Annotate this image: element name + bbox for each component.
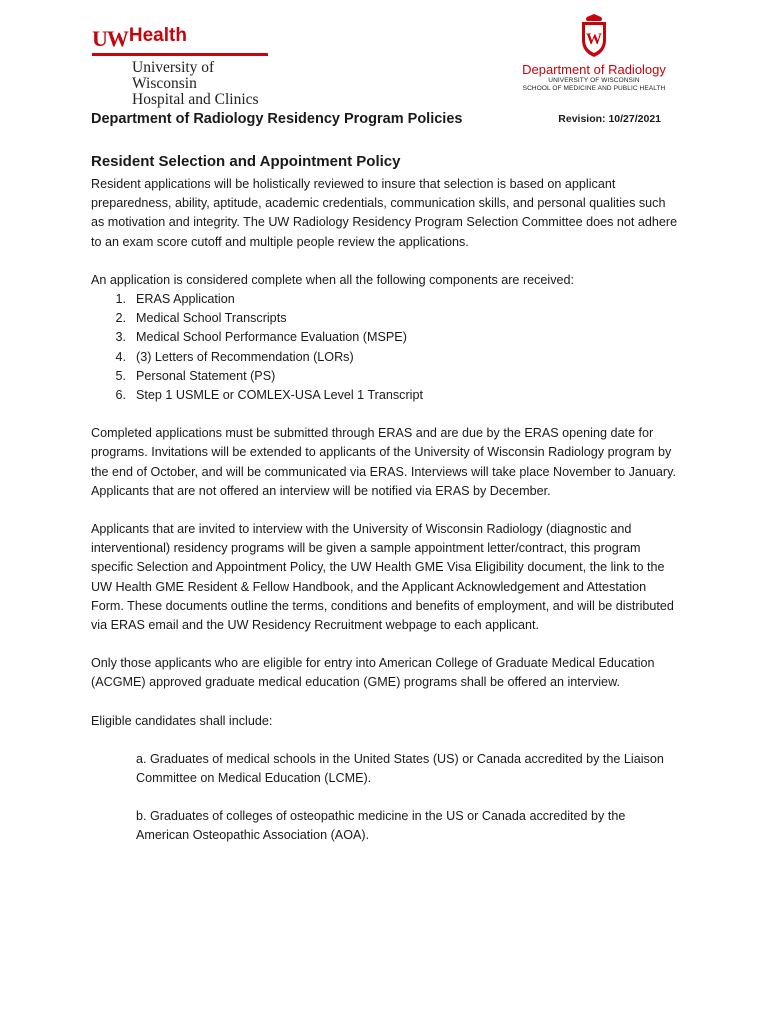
radiology-logo [514,12,674,93]
eligibility-item-b: b. Graduates of colleges of osteopathic medicine in the US or Canada accredited by the American Osteopathic Association (AOA). [136,809,626,843]
uw-health-logo [92,26,268,108]
revision-date: Revision: 10/27/2021 [558,113,661,125]
uw-hospital-name-line2: Hospital and Clinics [132,91,259,108]
paragraph-holistic-review: Resident applications will be holistically reviewed to insure that selection is based on applicant preparedness, ability, aptitude, academic credentials, communication skills, and personal qualities such as motivation and integrity. The UW Radiology Residency Program Selection Committee does not adhere to an exam score cutoff and multiple people review the applications. [91,177,678,249]
list-item-number: 6. [115,388,126,403]
list-item-text: Personal Statement (PS) [136,368,276,383]
paragraph-eligibility: Only those applicants who are eligible for entry into American College of Graduate Medical Education (ACGME) approved graduate medical education (GME) programs shall be offered an interview. [91,656,655,690]
components-list [91,290,681,405]
list-item-text: Medical School Transcripts [136,311,287,326]
svg-text:W: W [586,31,602,48]
document-header [91,110,661,128]
list-item-number: 5. [115,368,126,383]
logo-rule [92,53,268,56]
uw-hospital-name-line1: University of Wisconsin [132,59,215,92]
paragraph-interview-documents: Applicants that are invited to interview with the University of Wisconsin Radiology (diagnostic and interventional) residency programs will be given a sample appointment letter/contract, this program specific Selection and Appointment Policy, the UW Health GME Visa Eligibility document, the link to the UW Health GME Resident & Fellow Handbook, and the Applicant Acknowledgement and Attestation Form. These documents outline the terms, conditions and benefits of employment, and will be distributed via ERAS email and the UW Residency Recruitment webpage to each applicant. [91,522,674,633]
uw-crest-icon [579,12,609,58]
radiology-department-name: Department of Radiology [522,62,666,77]
paragraph-application-complete: An application is considered complete when all the following components are received: [91,272,575,287]
list-item-number: 3. [115,330,126,345]
policy-body [91,175,681,846]
eligibility-item-a: a. Graduates of medical schools in the United States (US) or Canada accredited by the Liaison Committee on Medical Education (LCME). [136,751,664,786]
uw-health-wordmark [92,26,268,50]
list-item [91,367,681,386]
list-item-number: 1. [115,292,126,307]
list-item [91,386,681,405]
list-item [91,328,681,347]
list-item-text: (3) Letters of Recommendation (LORs) [136,349,354,364]
university-name: UNIVERSITY OF WISCONSIN [548,77,640,84]
list-item-text: ERAS Application [136,292,235,307]
list-item [91,290,681,309]
list-item-text: Step 1 USMLE or COMLEX-USA Level 1 Transcript [136,388,423,403]
list-item-number: 2. [115,311,126,326]
section-title: Resident Selection and Appointment Policy [91,153,401,170]
list-item [91,309,681,328]
list-item-number: 4. [115,349,126,364]
health-mark-text: Health [128,25,187,46]
paragraph-eligible-candidates: Eligible candidates shall include: [91,713,273,728]
paragraph-submission: Completed applications must be submitted through ERAS and are due by the ERAS opening date for programs. Invitations will be extended to applicants of the University of Wisconsin Radiology program by the end of October, and will be communicated via ERAS. Interviews will take place November to January. Applicants that are not offered an interview will be notified via ERAS by December. [91,426,676,498]
list-item [91,348,681,367]
document-title: Department of Radiology Residency Program Policies [91,111,463,127]
list-item-text: Medical School Performance Evaluation (MSPE) [136,330,407,345]
uw-mark-text: UW [92,26,128,51]
school-name: SCHOOL OF MEDICINE AND PUBLIC HEALTH [522,85,666,92]
